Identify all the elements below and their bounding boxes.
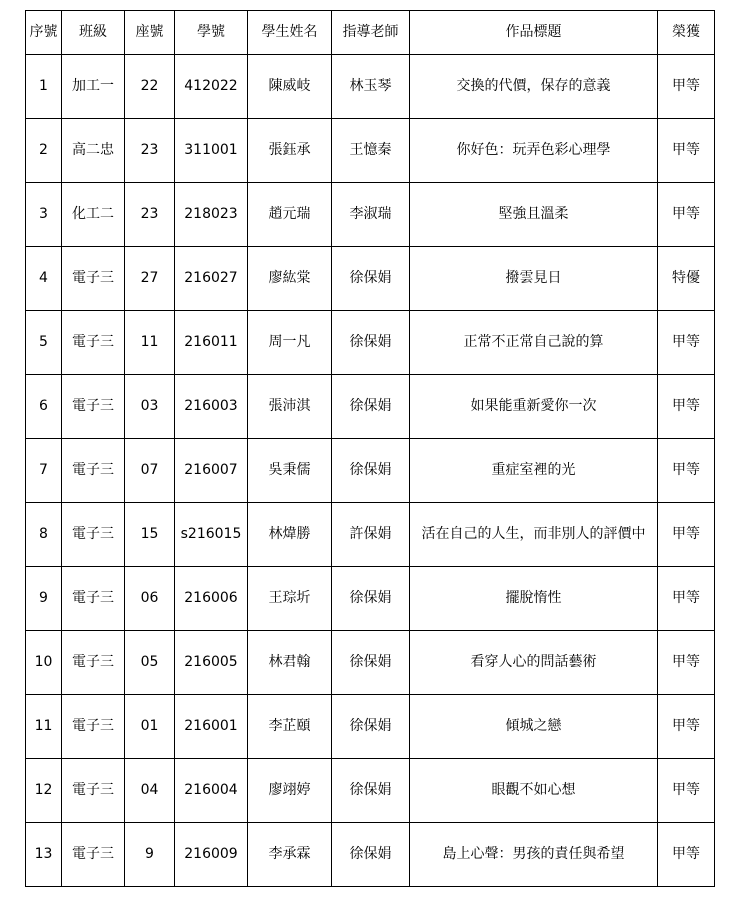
cell-sid: 216007 [175,439,248,503]
column-header-class: 班級 [62,11,125,55]
cell-seat: 03 [125,375,175,439]
cell-class: 電子三 [62,503,125,567]
cell-teacher: 徐保娟 [332,695,410,759]
cell-class: 電子三 [62,759,125,823]
cell-sid: 412022 [175,55,248,119]
cell-name: 張沛淇 [248,375,332,439]
cell-title: 島上心聲：男孩的責任與希望 [410,823,658,887]
cell-name: 趙元瑞 [248,183,332,247]
cell-title: 你好色：玩弄色彩心理學 [410,119,658,183]
column-header-seat: 座號 [125,11,175,55]
cell-seq: 9 [26,567,62,631]
table-row [26,119,715,183]
cell-class: 電子三 [62,823,125,887]
table-row [26,631,715,695]
cell-seat: 9 [125,823,175,887]
cell-name: 吳秉儒 [248,439,332,503]
cell-teacher: 徐保娟 [332,823,410,887]
table-row [26,567,715,631]
table-row [26,311,715,375]
cell-title: 如果能重新愛你一次 [410,375,658,439]
cell-award: 甲等 [658,439,715,503]
cell-title: 交換的代價，保存的意義 [410,55,658,119]
cell-seat: 22 [125,55,175,119]
cell-sid: 216006 [175,567,248,631]
cell-sid: 311001 [175,119,248,183]
cell-teacher: 徐保娟 [332,759,410,823]
cell-seat: 01 [125,695,175,759]
table-row [26,183,715,247]
cell-award: 甲等 [658,311,715,375]
cell-title: 撥雲見日 [410,247,658,311]
cell-class: 電子三 [62,631,125,695]
cell-name: 李芷頤 [248,695,332,759]
cell-seq: 3 [26,183,62,247]
cell-seat: 27 [125,247,175,311]
table-row [26,759,715,823]
table-row [26,439,715,503]
cell-sid: 216005 [175,631,248,695]
cell-teacher: 徐保娟 [332,439,410,503]
cell-class: 電子三 [62,247,125,311]
cell-award: 甲等 [658,55,715,119]
cell-seq: 7 [26,439,62,503]
column-header-seq: 序號 [26,11,62,55]
cell-award: 甲等 [658,183,715,247]
cell-seat: 23 [125,183,175,247]
column-header-sid: 學號 [175,11,248,55]
cell-seq: 12 [26,759,62,823]
cell-seq: 11 [26,695,62,759]
cell-award: 甲等 [658,503,715,567]
cell-sid: 216003 [175,375,248,439]
cell-seat: 04 [125,759,175,823]
cell-award: 甲等 [658,631,715,695]
cell-seq: 13 [26,823,62,887]
table-row [26,503,715,567]
cell-teacher: 徐保娟 [332,567,410,631]
cell-name: 林煒勝 [248,503,332,567]
cell-seq: 8 [26,503,62,567]
cell-title: 傾城之戀 [410,695,658,759]
cell-teacher: 徐保娟 [332,375,410,439]
cell-class: 電子三 [62,375,125,439]
cell-seat: 15 [125,503,175,567]
cell-seq: 1 [26,55,62,119]
cell-seq: 4 [26,247,62,311]
cell-award: 甲等 [658,567,715,631]
cell-teacher: 徐保娟 [332,247,410,311]
cell-award: 甲等 [658,375,715,439]
cell-name: 李承霖 [248,823,332,887]
cell-sid: 218023 [175,183,248,247]
cell-teacher: 徐保娟 [332,311,410,375]
cell-seat: 07 [125,439,175,503]
column-header-teacher: 指導老師 [332,11,410,55]
cell-seat: 06 [125,567,175,631]
cell-sid: 216009 [175,823,248,887]
cell-title: 堅強且溫柔 [410,183,658,247]
cell-award: 甲等 [658,695,715,759]
cell-sid: 216001 [175,695,248,759]
cell-teacher: 林玉琴 [332,55,410,119]
cell-sid: 216011 [175,311,248,375]
cell-name: 王琮圻 [248,567,332,631]
cell-title: 重症室裡的光 [410,439,658,503]
cell-class: 電子三 [62,311,125,375]
cell-class: 加工一 [62,55,125,119]
cell-title: 眼觀不如心想 [410,759,658,823]
cell-sid: 216004 [175,759,248,823]
cell-sid: s216015 [175,503,248,567]
cell-award: 特優 [658,247,715,311]
column-header-award: 榮獲 [658,11,715,55]
cell-class: 高二忠 [62,119,125,183]
cell-class: 化工二 [62,183,125,247]
cell-name: 林君翰 [248,631,332,695]
cell-seq: 2 [26,119,62,183]
table-row [26,55,715,119]
cell-seq: 6 [26,375,62,439]
cell-name: 廖紘棠 [248,247,332,311]
column-header-name: 學生姓名 [248,11,332,55]
cell-name: 張鈺承 [248,119,332,183]
table-row [26,247,715,311]
cell-title: 擺脫惰性 [410,567,658,631]
cell-seq: 10 [26,631,62,695]
table-row [26,695,715,759]
student-awards-table [25,10,715,887]
column-header-title: 作品標題 [410,11,658,55]
cell-teacher: 王憶秦 [332,119,410,183]
cell-seat: 05 [125,631,175,695]
table-row [26,375,715,439]
cell-class: 電子三 [62,695,125,759]
cell-title: 看穿人心的問話藝術 [410,631,658,695]
cell-award: 甲等 [658,119,715,183]
cell-name: 陳威岐 [248,55,332,119]
cell-sid: 216027 [175,247,248,311]
cell-award: 甲等 [658,823,715,887]
cell-teacher: 李淑瑞 [332,183,410,247]
table-header-row [26,11,715,55]
cell-title: 正常不正常自己說的算 [410,311,658,375]
cell-name: 廖翊婷 [248,759,332,823]
cell-title: 活在自己的人生，而非別人的評價中 [410,503,658,567]
cell-teacher: 徐保娟 [332,631,410,695]
cell-class: 電子三 [62,567,125,631]
cell-award: 甲等 [658,759,715,823]
cell-seat: 23 [125,119,175,183]
table-row [26,823,715,887]
cell-teacher: 許保娟 [332,503,410,567]
cell-seq: 5 [26,311,62,375]
cell-name: 周一凡 [248,311,332,375]
cell-class: 電子三 [62,439,125,503]
cell-seat: 11 [125,311,175,375]
